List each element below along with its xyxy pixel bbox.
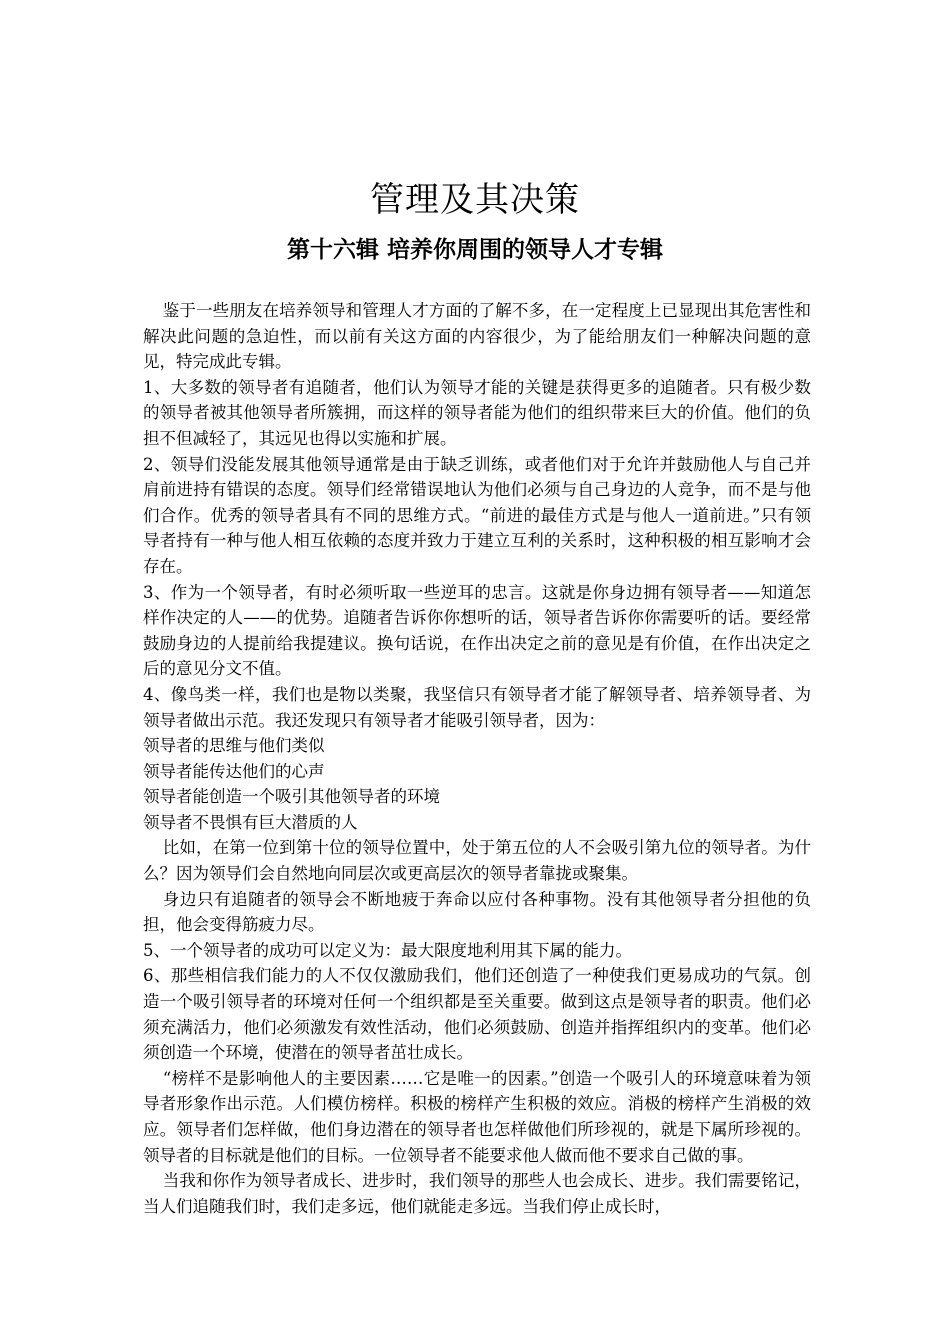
point-1-paragraph: 1、大多数的领导者有追随者，他们认为领导才能的关键是获得更多的追随者。只有极少数的领导者被其他领导者所簇拥，而这样的领导者能为他们的组织带来巨大的价值。他们的负担不但减轻了，其远见也得以实施和扩展。 [143, 377, 811, 448]
list-item: 领导者能传达他们的心声 [143, 761, 325, 781]
point-3-paragraph: 3、作为一个领导者，有时必须听取一些逆耳的忠言。这就是你身边拥有领导者——知道怎样作决定的人——的优势。追随者告诉你你想听的话，领导者告诉你你需要听的话。要经常鼓励身边的人提前给我提建议。换句话说，在作出决定之前的意见是有价值，在作出决定之后的意见分文不值。 [143, 582, 811, 679]
point-6-paragraph: 6、那些相信我们能力的人不仅仅激励我们，他们还创造了一种使我们更易成功的气氛。创造一个吸引领导者的环境对任何一个组织都是至关重要。做到这点是领导者的职责。他们必须充满活力，他们必须激发有效性活动，他们必须鼓励、创造并指挥组织内的变革。他们必须创造一个环境，使潜在的领导者茁壮成长。 [143, 966, 811, 1063]
list-item: 领导者的思维与他们类似 [143, 736, 325, 756]
list-item: 领导者能创造一个吸引其他领导者的环境 [143, 787, 440, 807]
document-subtitle: 第十六辑 培养你周围的领导人才专辑 [286, 237, 663, 263]
intro-paragraph: 鉴于一些朋友在培养领导和管理人才方面的了解不多，在一定程度上已显现出其危害性和解决此问题的急迫性，而以前有关这方面的内容很少，为了能给朋友们一种解决问题的意见，特完成此专辑。 [143, 301, 811, 372]
role-model-paragraph: “榜样不是影响他人的主要因素……它是唯一的因素。”创造一个吸引人的环境意味着为领导者形象作出示范。人们模仿榜样。积极的榜样产生积极的效应。消极的榜样产生消极的效应。领导者们怎样做，他们身边潜在的领导者也怎样做他们所珍视的，就是下属所珍视的。领导者的目标就是他们的目标。一位领导者不能要求他人做而他不要求自己做的事。 [143, 1068, 811, 1165]
point-4-paragraph: 4、像鸟类一样，我们也是物以类聚，我坚信只有领导者才能了解领导者、培养领导者、为领导者做出示范。我还发现只有领导者才能吸引领导者，因为： [143, 684, 811, 730]
point-2-paragraph: 2、领导们没能发展其他领导通常是由于缺乏训练，或者他们对于允许并鼓励他人与自己并肩前进持有错误的态度。领导们经常错误地认为他们必须与自己身边的人竞争，而不是与他们合作。优秀的领导者具有不同的思维方式。“前进的最佳方式是与他人一道前进。”只有领导者持有一种与他人相互依赖的态度并致力于建立互利的关系时，这种积极的相互影响才会存在。 [143, 454, 811, 576]
example-paragraph: 比如，在第一位到第十位的领导位置中，处于第五位的人不会吸引第九位的领导者。为什么？因为领导们会自然地向同层次或更高层次的领导者靠拢或聚集。 [143, 838, 811, 884]
followers-paragraph: 身边只有追随者的领导会不断地疲于奔命以应付各种事物。没有其他领导者分担他的负担，他会变得筋疲力尽。 [143, 889, 811, 935]
document-title: 管理及其决策 [370, 180, 580, 220]
document-body [143, 298, 811, 1219]
list-item: 领导者不畏惧有巨大潜质的人 [143, 812, 358, 832]
growth-paragraph: 当我和你作为领导者成长、进步时，我们领导的那些人也会成长、进步。我们需要铭记，当人们追随我们时，我们走多远，他们就能走多远。当我们停止成长时， [143, 1171, 811, 1216]
point-5-paragraph: 5、一个领导者的成功可以定义为：最大限度地利用其下属的能力。 [143, 940, 632, 960]
